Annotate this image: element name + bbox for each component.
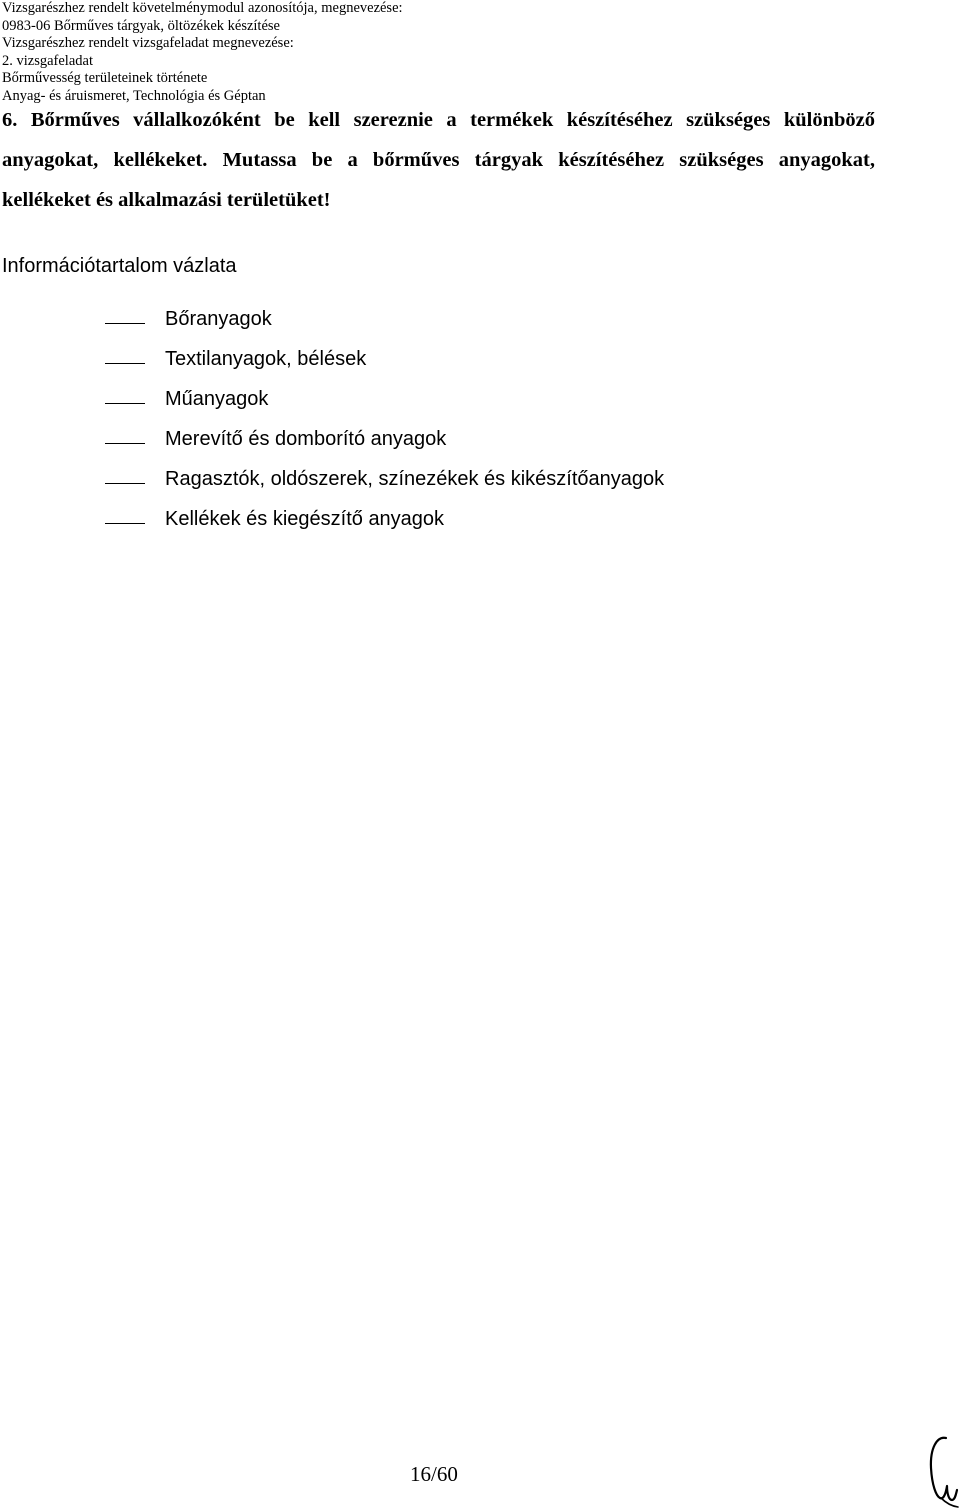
- subject-areas: Anyag- és áruismeret, Technológia és Géptan: [2, 87, 266, 104]
- list-item-label: Textilanyagok, bélések: [165, 348, 367, 370]
- outline-list: [0, 303, 900, 543]
- handwritten-initial-signature: [925, 1430, 960, 1509]
- list-item-label: Kellékek és kiegészítő anyagok: [165, 508, 445, 530]
- page-number: 16/60: [410, 1462, 458, 1486]
- task-number: 2. vizsgafeladat: [2, 52, 93, 69]
- module-name: 0983-06 Bőrműves tárgyak, öltözékek készítése: [2, 17, 280, 34]
- list-item: [0, 503, 900, 543]
- module-label: Vizsgarészhez rendelt követelménymodul azonosítója, megnevezése:: [2, 0, 403, 16]
- dash-bullet-icon: [105, 483, 145, 484]
- list-item: [0, 423, 900, 463]
- list-item: [0, 463, 900, 503]
- document-header: [2, 0, 902, 106]
- task-label: Vizsgarészhez rendelt vizsgafeladat megnevezése:: [2, 35, 294, 52]
- list-item-label: Ragasztók, oldószerek, színezékek és kikészítőanyagok: [165, 468, 665, 490]
- list-item: [0, 343, 900, 383]
- list-item-label: Műanyagok: [165, 388, 269, 410]
- task-question: 6. Bőrműves vállalkozóként be kell szereznie a termékek készítéséhez szükséges különböző anyagokat, kellékeket. Mutassa be a bőrműves tárgyak készítéséhez szükséges anyagokat, kellékeket és alkalmazási területüket!: [2, 109, 875, 211]
- outline-heading: Információtartalom vázlata: [2, 255, 237, 277]
- list-item: [0, 383, 900, 423]
- dash-bullet-icon: [105, 363, 145, 364]
- dash-bullet-icon: [105, 443, 145, 444]
- list-item-label: Bőranyagok: [165, 308, 272, 330]
- list-item-label: Merevítő és domborító anyagok: [165, 428, 447, 450]
- subject-topic: Bőrművesség területeinek története: [2, 70, 208, 87]
- dash-bullet-icon: [105, 523, 145, 524]
- list-item: [0, 303, 900, 343]
- dash-bullet-icon: [105, 323, 145, 324]
- dash-bullet-icon: [105, 403, 145, 404]
